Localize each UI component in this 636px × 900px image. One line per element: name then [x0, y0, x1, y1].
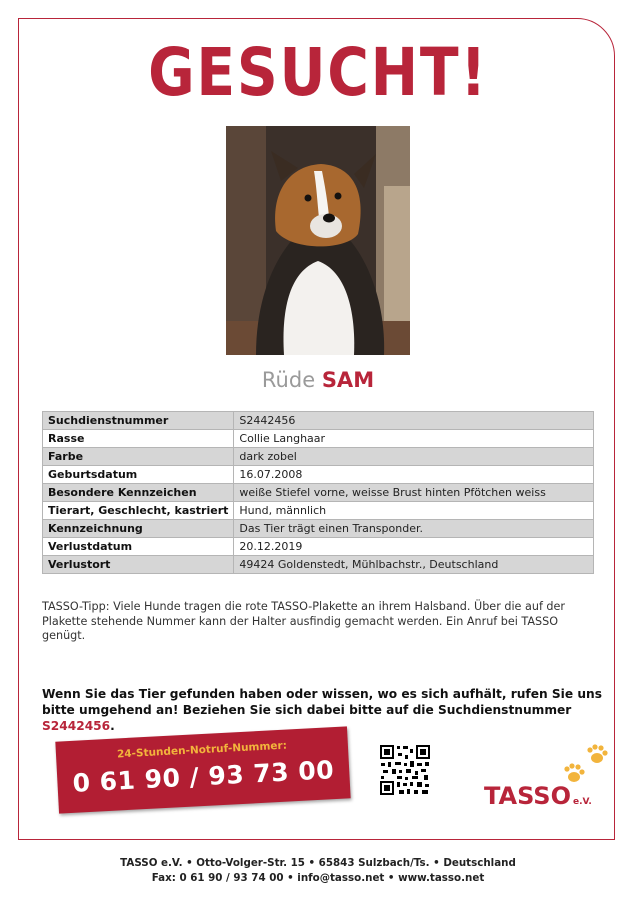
- row-label: Suchdienstnummer: [43, 412, 234, 430]
- row-value: dark zobel: [234, 448, 594, 466]
- row-label: Geburtsdatum: [43, 466, 234, 484]
- table-row: [43, 412, 594, 430]
- footer-address: TASSO e.V. • Otto-Volger-Str. 15 • 65843 Sulzbach/Ts. • Deutschland: [120, 857, 516, 869]
- row-value: Das Tier trägt einen Transponder.: [234, 520, 594, 538]
- row-value: 16.07.2008: [234, 466, 594, 484]
- hotline-phone[interactable]: 0 61 90 / 93 73 00: [71, 755, 335, 798]
- poster-headline: GESUCHT!: [148, 34, 488, 111]
- row-value: 20.12.2019: [234, 538, 594, 556]
- footer-contact: Fax: 0 61 90 / 93 74 00 • info@tasso.net • www.tasso.net: [151, 872, 485, 884]
- dog-photo: [226, 126, 410, 355]
- row-label: Kennzeichnung: [43, 520, 234, 538]
- table-row: [43, 430, 594, 448]
- dog-illustration: [226, 126, 410, 355]
- row-label: Rasse: [43, 430, 234, 448]
- table-row: [43, 556, 594, 574]
- row-value: Hund, männlich: [234, 502, 594, 520]
- table-row: [43, 484, 594, 502]
- footer: [0, 856, 636, 886]
- animal-name: SAM: [321, 368, 375, 392]
- animal-sex-label: Rüde: [261, 368, 316, 392]
- row-label: Farbe: [43, 448, 234, 466]
- callout-text: Wenn Sie das Tier gefunden haben oder wissen, wo es sich aufhält, rufen Sie uns bitte umgehend an! Beziehen Sie sich dabei bitte auf die Suchdienstnummer: [42, 687, 602, 717]
- table-row: [43, 538, 594, 556]
- table-row: [43, 466, 594, 484]
- tasso-logo: [484, 782, 592, 810]
- hotline-box: [55, 726, 350, 813]
- row-label: Besondere Kennzeichen: [43, 484, 234, 502]
- callout-number: S2442456: [42, 719, 111, 733]
- row-value: 49424 Goldenstedt, Mühlbachstr., Deutschland: [234, 556, 594, 574]
- logo-name: TASSO: [484, 782, 571, 810]
- callout-end: .: [110, 719, 115, 733]
- table-row: [43, 502, 594, 520]
- row-label: Tierart, Geschlecht, kastriert: [43, 502, 234, 520]
- row-label: Verlustort: [43, 556, 234, 574]
- row-value: Collie Langhaar: [234, 430, 594, 448]
- row-value: S2442456: [234, 412, 594, 430]
- table-row: [43, 448, 594, 466]
- row-value: weiße Stiefel vorne, weisse Brust hinten Pfötchen weiss: [234, 484, 594, 502]
- logo-suffix: e.V.: [572, 797, 592, 807]
- animal-title: [0, 368, 636, 392]
- animal-details-table: [42, 411, 594, 574]
- table-row: [43, 520, 594, 538]
- tasso-tip: TASSO-Tipp: Viele Hunde tragen die rote TASSO-Plakette an ihrem Halsband. Über die auf der Plakette stehende Nummer kann der Halter ausfindig gemacht werden. Ein Anruf bei TASSO genügt.: [42, 600, 566, 642]
- row-label: Verlustdatum: [43, 538, 234, 556]
- qr-code-icon[interactable]: [379, 744, 431, 796]
- hotline-label: 24-Stunden-Notruf-Nummer:: [116, 739, 288, 761]
